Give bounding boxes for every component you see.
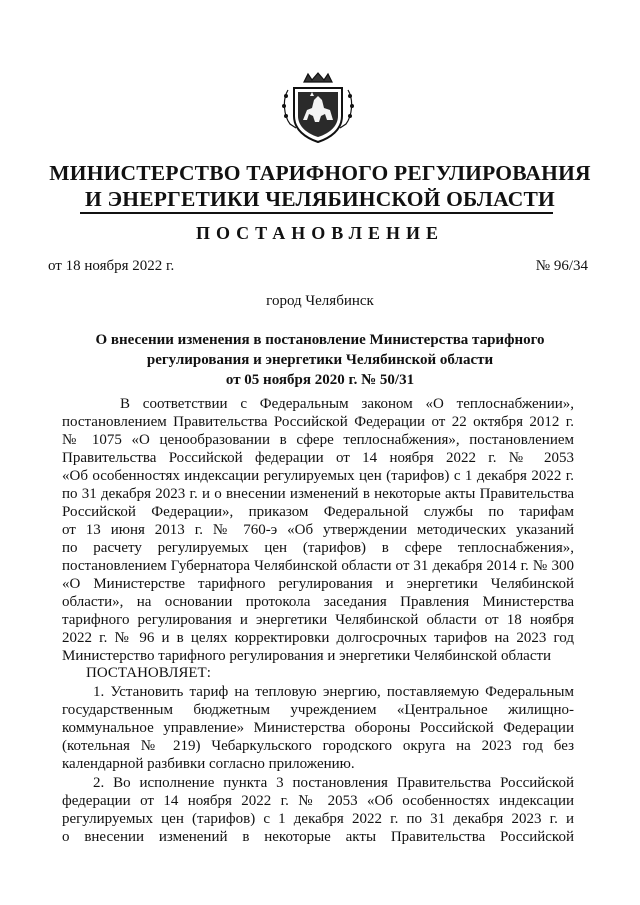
item1-line: 1. Установить тариф на тепловую энергию, поставляемую Федеральным [93,684,574,700]
preamble-line: от 13 июня 2013 г. № 760-э «Об утверждении методических указаний [62,522,574,538]
preamble-line: тарифного регулирования и энергетики Челябинской области от 18 ноября [62,612,574,628]
preamble-line: «О Министерстве тарифного регулирования и энергетики Челябинской [62,576,574,592]
preamble-line: В соответствии с Федеральным законом «О теплоснабжении», [120,396,574,412]
item1-line: (котельная № 219) Чебаркульского городского округа на 2023 год без [62,738,574,754]
preamble-line: № 1075 «О ценообразовании в сфере теплоснабжения», постановлением [62,432,574,448]
preamble-line: Министерство тарифного регулирования и энергетики Челябинской области [62,648,552,664]
document-type: ПОСТАНОВЛЕНИЕ [195,223,445,243]
item2-line: о внесении изменений в некоторые акты Правительства Российской [62,829,574,845]
preamble-line: «Об особенностях индексации регулируемых цен (тарифов) с 1 декабря 2022 г. [62,468,574,484]
document-number: № 96/34 [535,258,588,274]
preamble-line: постановлением Губернатора Челябинской области от 31 декабря 2014 г. № 300 [62,558,574,574]
item2-line: 2. Во исполнение пункта 3 постановления Правительства Российской [93,775,574,791]
item2-line: регулируемых цен (тарифов) с 1 декабря 2022 г. по 31 декабря 2023 г. и [62,811,574,827]
preamble-line: постановлением Правительства Российской Федерации от 22 октября 2012 г. [62,414,574,430]
document-title-line: регулирования и энергетики Челябинской области [146,352,494,368]
preamble-line: Российской Федерации», приказом Федеральной службы по тарифам [62,504,574,520]
item1-line: государственным бюджетным учреждением «Центральное жилищно- [62,702,574,718]
document-city: город Челябинск [266,293,374,309]
preamble-line: Правительства Российской федерации от 14 ноября 2022 г. № 2053 [62,450,574,466]
header-divider [80,212,553,214]
document-date: от 18 ноября 2022 г. [48,258,175,274]
preamble-line: области», на основании протокола заседания Правления Министерства [62,594,574,610]
resolves-heading: ПОСТАНОВЛЯЕТ: [86,665,211,681]
item2-line: федерации от 14 ноября 2022 г. № 2053 «Об особенностях индексации [62,793,574,809]
preamble-line: по 31 декабря 2023 г. и о внесении изменений в некоторые акты Правительства [62,486,574,502]
preamble-line: 2022 г. № 96 и в целях корректировки долгосрочных тарифов на 2023 год [62,630,574,646]
ministry-name-line2: И ЭНЕРГЕТИКИ ЧЕЛЯБИНСКОЙ ОБЛАСТИ [85,187,555,211]
document-title-line: от 05 ноября 2020 г. № 50/31 [225,372,415,388]
coat-of-arms-icon [276,72,360,144]
item1-line: коммунальное управление» Министерства обороны Российской Федерации [62,720,574,736]
document-title-line: О внесении изменения в постановление Министерства тарифного [95,332,545,348]
preamble-line: по расчету регулируемых цен (тарифов) в сфере теплоснабжения», [62,540,574,556]
ministry-name-line1: МИНИСТЕРСТВО ТАРИФНОГО РЕГУЛИРОВАНИЯ [49,161,591,185]
item1-line: календарной разбивки согласно приложению. [62,756,355,772]
